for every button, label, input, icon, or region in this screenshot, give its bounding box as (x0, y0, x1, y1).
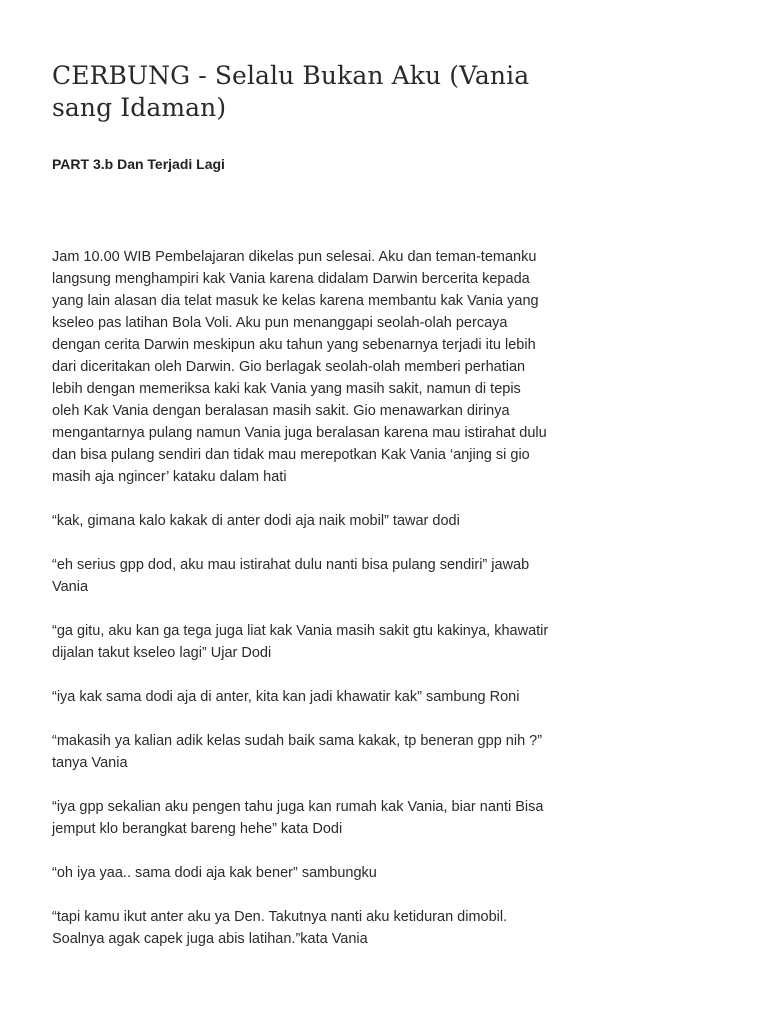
paragraph: “tapi kamu ikut anter aku ya Den. Takutnya nanti aku ketiduran dimobil. Soalnya agak capek juga abis latihan.”kata Vania (52, 909, 508, 947)
paragraph: “makasih ya kalian adik kelas sudah baik sama kakak, tp beneran gpp nih ?” tanya Vania (52, 733, 543, 771)
paragraph: “kak, gimana kalo kakak di anter dodi aja naik mobil” tawar dodi (52, 513, 460, 529)
story-body (52, 246, 552, 950)
paragraph: “iya gpp sekalian aku pengen tahu juga kan rumah kak Vania, biar nanti Bisa jemput klo berangkat bareng hehe” kata Dodi (52, 799, 544, 837)
document-page (52, 60, 552, 972)
paragraph: “eh serius gpp dod, aku mau istirahat dulu nanti bisa pulang sendiri” jawab Vania (52, 557, 530, 595)
paragraph: “iya kak sama dodi aja di anter, kita kan jadi khawatir kak” sambung Roni (52, 689, 520, 705)
page-title: CERBUNG - Selalu Bukan Aku (Vania sang Idaman) (52, 61, 530, 122)
paragraph: “oh iya yaa.. sama dodi aja kak bener” sambungku (52, 865, 377, 881)
paragraph: “ga gitu, aku kan ga tega juga liat kak Vania masih sakit gtu kakinya, khawatir dijalan takut kseleo lagi” Ujar Dodi (52, 623, 549, 661)
paragraph: Jam 10.00 WIB Pembelajaran dikelas pun selesai. Aku dan teman-temanku langsung menghampiri kak Vania karena didalam Darwin bercerita kepada yang lain alasan dia telat masuk ke kelas karena membantu kak Vania yang kseleo pas latihan Bola Voli. Aku pun menanggapi seolah-olah percaya dengan cerita Darwin meskipun aku tahun yang sebenarnya terjadi itu lebih dari diceritakan oleh Darwin. Gio berlagak seolah-olah memberi perhatian lebih dengan memeriksa kaki kak Vania yang masih sakit, namun di tepis oleh Kak Vania dengan beralasan masih sakit. Gio menawarkan dirinya mengantarnya pulang namun Vania juga beralasan karena mau istirahat dulu dan bisa pulang sendiri dan tidak mau merepotkan Kak Vania ‘anjing si gio masih aja ngincer’ kataku dalam hati (52, 249, 547, 485)
part-subtitle: PART 3.b Dan Terjadi Lagi (52, 156, 225, 172)
